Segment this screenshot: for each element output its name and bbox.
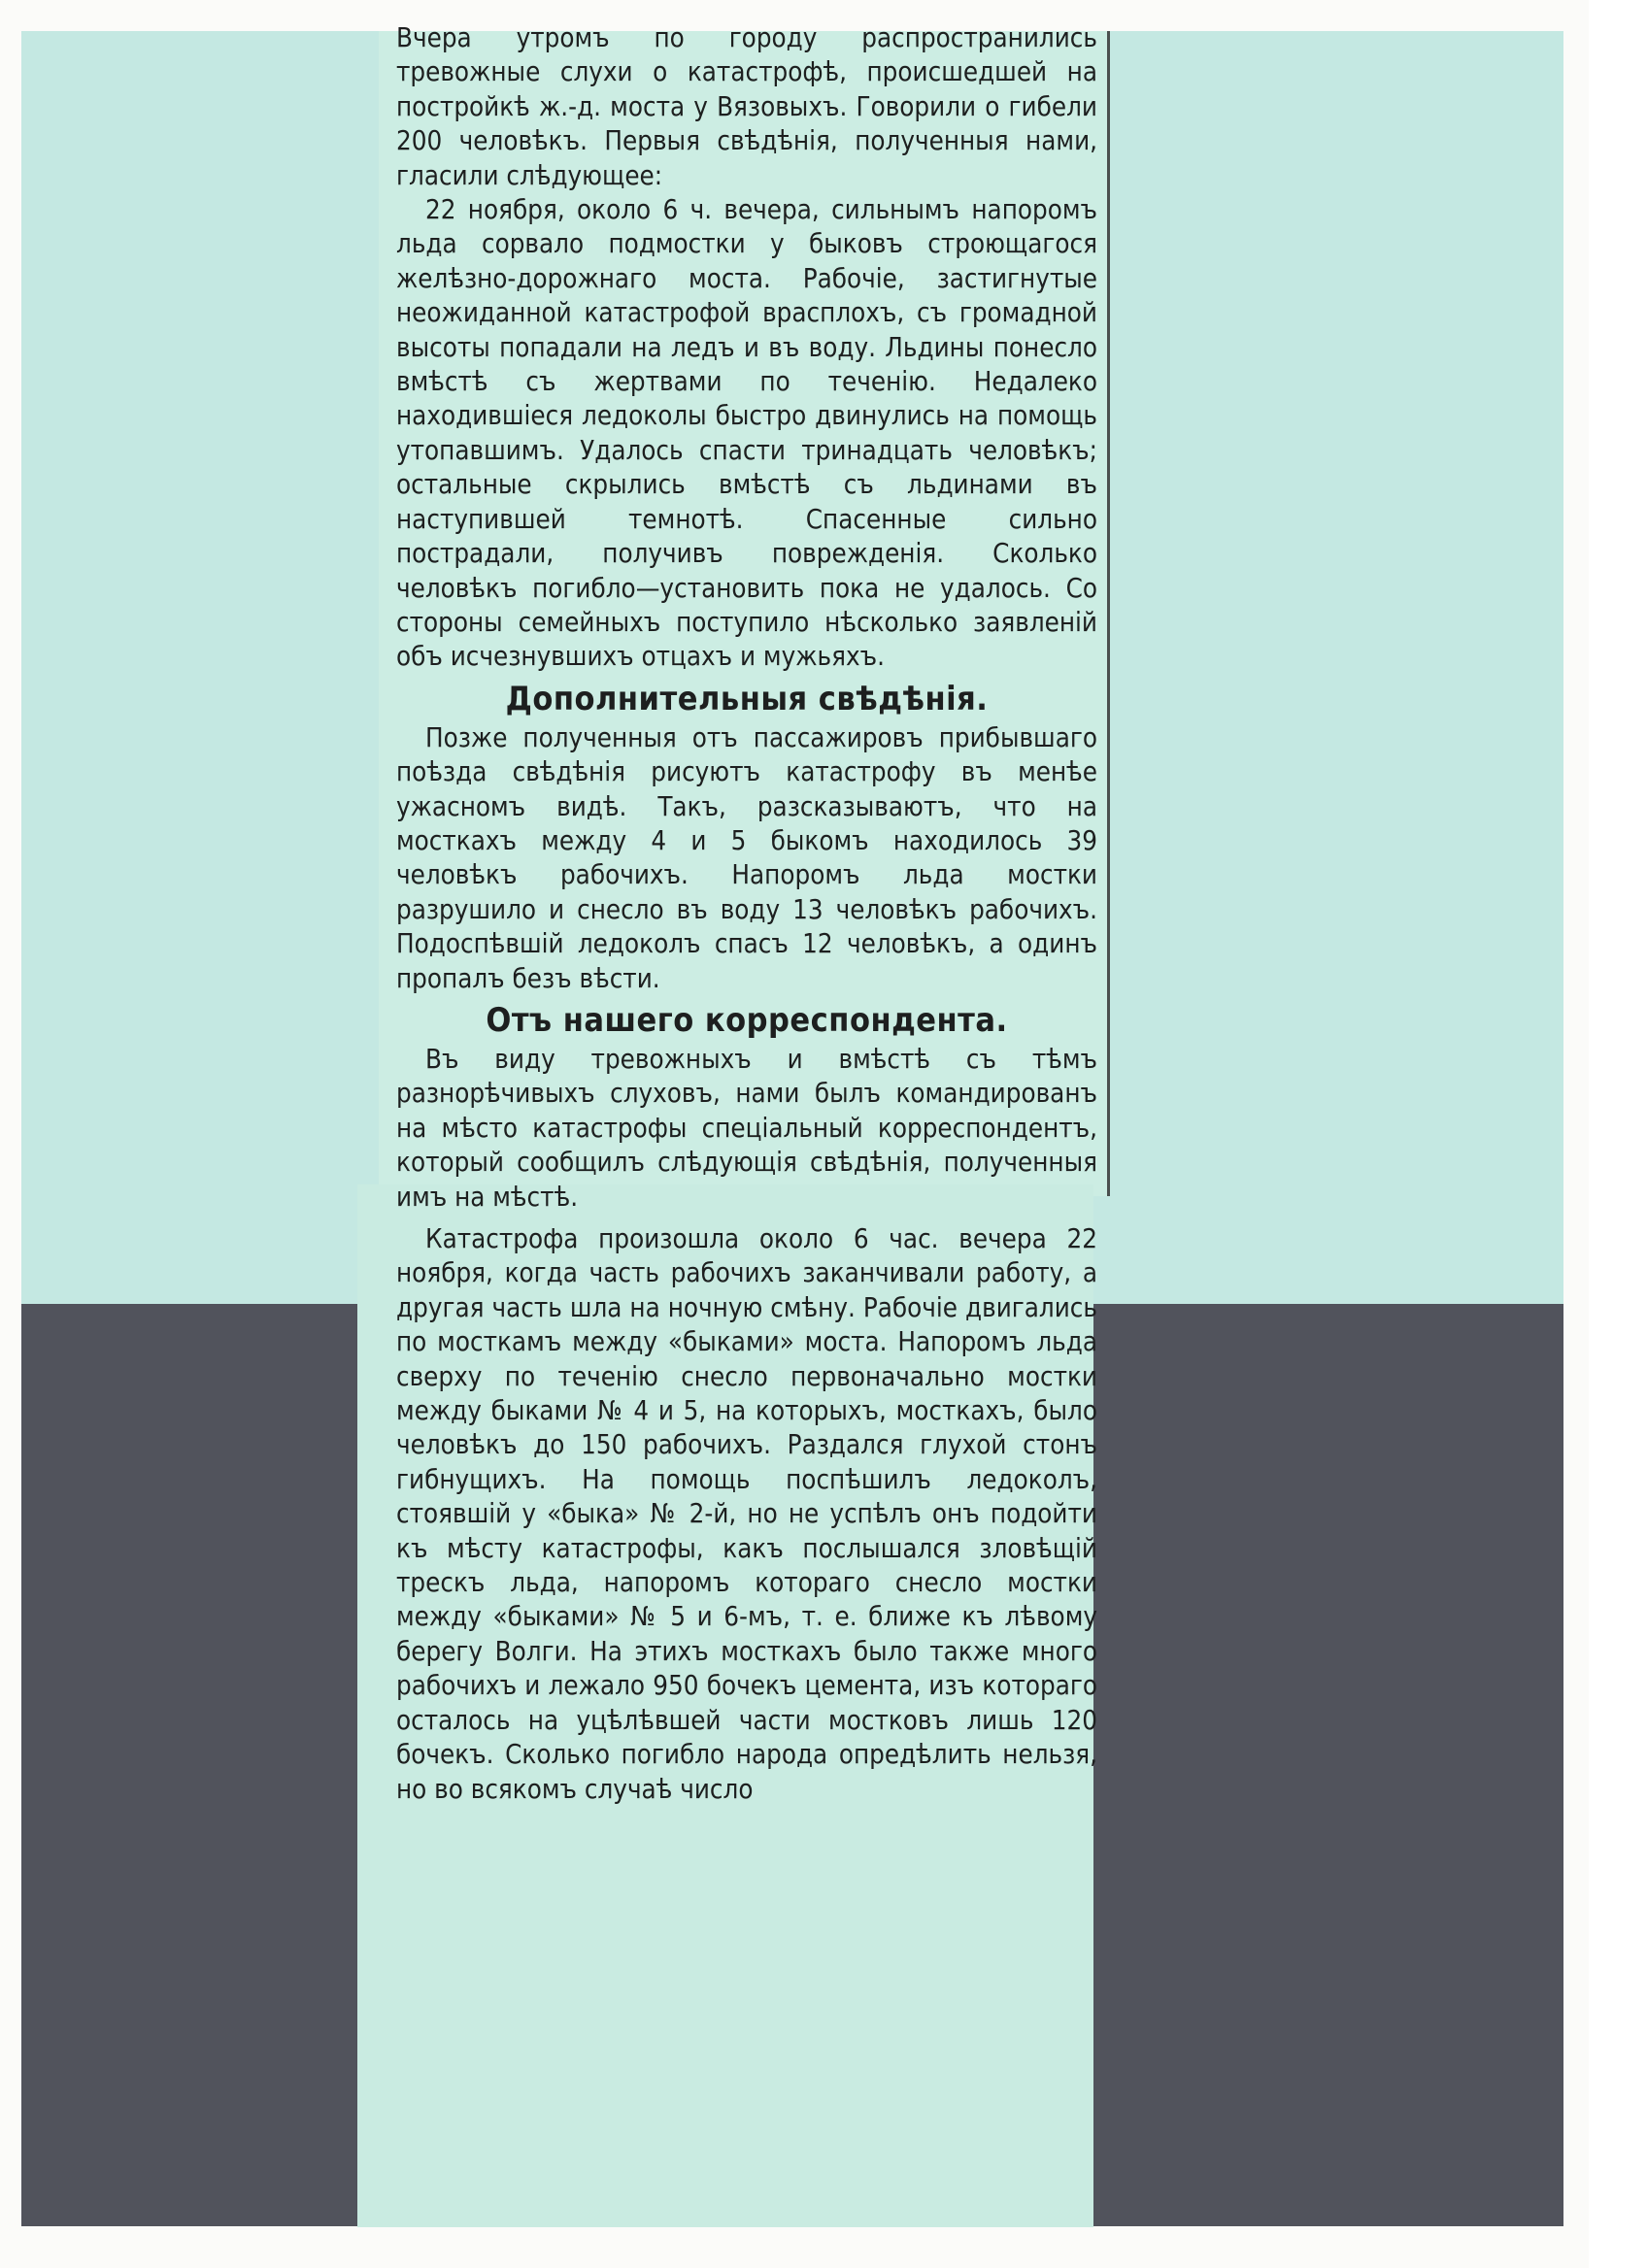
additional-information-paragraph: Позже полученныя отъ пассажировъ прибывшаго поѣзда свѣдѣнія рисуютъ катастрофу въ менѣе ужасномъ видѣ. Такъ, разсказываютъ, что на мосткахъ между 4 и 5 быкомъ находилось 39 человѣкъ рабочихъ. Напоромъ льда мостки разрушило и снесло въ воду 13 человѣкъ рабочихъ. Подоспѣвшій ледоколъ спасъ 12 человѣкъ, а одинъ пропалъ безъ вѣсти. — [396, 721, 1097, 994]
heading-from-correspondent: Отъ нашего корреспондента. — [486, 1000, 1008, 1040]
intro-paragraph: Вчера утромъ по городу распространились тревожные слухи о катастрофѣ, происшедшей на постройкѣ ж.-д. моста у Вязовыхъ. Говорили о гибели 200 человѣкъ. Первыя свѣдѣнія, полученныя нами, гласили слѣдующее: — [396, 22, 1097, 191]
heading-additional-information: Дополнительныя свѣдѣнія. — [505, 679, 989, 718]
newspaper-article — [396, 21, 1097, 1807]
correspondent-report-paragraph: Катастрофа произошла около 6 час. вечера 22 ноября, когда часть рабочихъ заканчивали работу, а другая часть шла на ночную смѣну. Рабочіе двигались по мосткамъ между «быками» моста. Напоромъ льда сверху по теченію снесло первоначально мостки между быками № 4 и 5, на которыхъ, мосткахъ, было человѣкъ до 150 рабочихъ. Раздался глухой стонъ гибнущихъ. На помощь поспѣшилъ ледоколъ, стоявшій у «быка» № 2-й, но не успѣлъ онъ подойти къ мѣсту катастрофы, какъ послышался зловѣщій трескъ льда, напоромъ котораго снесло мостки между «быками» № 5 и 6-мъ, т. е. ближе къ лѣвому берегу Волги. На этихъ мосткахъ было также много рабочихъ и лежало 950 бочекъ цемента, изъ котораго осталось на уцѣлѣвшей части мостковъ лишь 120 бочекъ. Сколько погибло народа опредѣлить нельзя, но во всякомъ случаѣ число — [396, 1223, 1097, 1805]
first-report-paragraph: 22 ноября, около 6 ч. вечера, сильнымъ напоромъ льда сорвало подмостки у быковъ строющагося желѣзно-дорожнаго моста. Рабочіе, застигнутые неожиданной катастрофой врасплохъ, съ громадной высоты попадали на ледъ и въ воду. Льдины понесло вмѣстѣ съ жертвами по теченію. Недалеко находившіеся ледоколы быстро двинулись на помощь утопавшимъ. Удалось спасти тринадцать человѣкъ; остальные скрылись вмѣстѣ съ льдинами въ наступившей темнотѣ. Спасенные сильно пострадали, получивъ поврежденія. Сколько человѣкъ погибло—установить пока не удалось. Со стороны семейныхъ поступило нѣсколько заявленій объ исчезнувшихъ отцахъ и мужьяхъ. — [396, 194, 1097, 673]
correspondent-intro-paragraph: Въ виду тревожныхъ и вмѣстѣ съ тѣмъ разнорѣчивыхъ слуховъ, нами былъ командированъ на мѣсто катастрофы спеціальный корреспондентъ, который сообщилъ слѣдующія свѣдѣнія, полученныя имъ на мѣстѣ. — [396, 1043, 1097, 1213]
page-margin — [1589, 0, 1647, 2268]
